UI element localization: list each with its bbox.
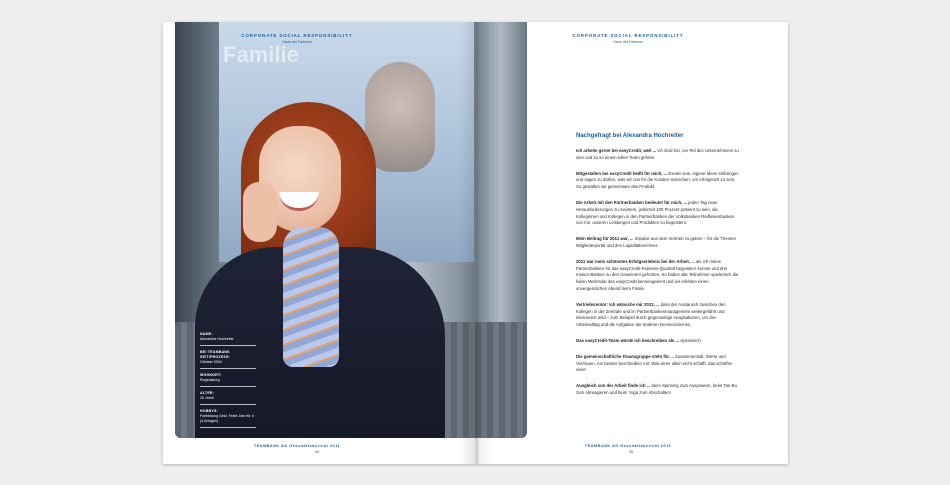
paragraph-text: beim Spinning zum Auspowern, beim Tae-Bo zum Abreagieren und beim Yoga zum Abschalten! — [576, 383, 737, 395]
info-value-hobbies: Fortbildung Geld, Feste Jahr für 4 (4 Anlagen) — [200, 414, 256, 428]
info-value-name: Alexandra Hochreiter — [200, 337, 256, 346]
right-page-footer: TEAMBANK AG Geschäftsbericht 2011 — [584, 444, 672, 448]
left-page-header: CORPORATE SOCIAL RESPONSIBILITY — [241, 33, 353, 38]
left-page-number: 94 — [314, 450, 320, 454]
paragraph-text: Impulse aus dem Vertrieb zu geben – für die Themen Mitgliederportal und den Liquiditätsrechner. — [576, 236, 736, 248]
interview-paragraph — [576, 338, 740, 345]
right-page-header: CORPORATE SOCIAL RESPONSIBILITY — [572, 33, 684, 38]
interview-paragraph — [576, 302, 740, 329]
paragraph-text: dynamisch. — [679, 337, 703, 343]
paragraph-text: kreativ sein, eigene Ideen einbringen und sagen zu dürfen, was wir uns für die Kunden wünschen, um erfolgreich zu sein. So gestalten wir gemeinsam das Produkt. — [576, 170, 739, 190]
info-label-since: BEI TEAMBANK SEIT/PROZESS: — [200, 350, 230, 359]
paragraph-text: Zusammenhalt, Werte und Vertrauen. Am besten beschreiben mit: Was einer allein nicht schafft, das schaffen viele! — [576, 353, 733, 373]
paragraph-lead: Die gemeinschaftliche Finanzgruppe steht für ... — [576, 353, 674, 359]
right-page-subheader: Haus der Fairness — [613, 40, 643, 44]
interview-paragraph — [576, 354, 740, 374]
poster-text: Familie — [223, 42, 299, 67]
info-value-since: Oktober 2004 — [200, 360, 256, 369]
interview-paragraph — [576, 148, 740, 162]
portrait-photo — [175, 22, 527, 438]
info-label-residence: WOHNORT: — [200, 373, 222, 377]
info-value-residence: Regensburg — [200, 378, 256, 387]
info-label-name: NAME: — [200, 332, 213, 336]
paragraph-lead: Ich arbeite gerne bei easyCredit, weil ... — [576, 148, 657, 153]
paragraph-lead: Ausgleich von der Arbeit finde ich ... — [576, 383, 651, 389]
left-page-footer: TEAMBANK AG Geschäftsbericht 2011 — [253, 444, 341, 448]
interview-paragraph — [576, 259, 740, 293]
interview-title: Nachgefragt bei Alexandra Hochreiter — [576, 133, 684, 139]
paragraph-lead: Das easyCredit-Team würde ich beschreiben als ... — [576, 337, 680, 343]
interview-body — [576, 148, 740, 406]
info-label-age: ALTER: — [200, 391, 215, 395]
paragraph-text: jeden Tag neue Herausforderungen zu meistern, jederzeit 100 Prozent präsent zu sein, die Kolleginnen und Kollegen in den Partnerbanken der Volksbanken Raiffeisenbanken von mir, unseren Leistungen und Produkten zu begeistern. — [576, 199, 735, 226]
interview-paragraph — [576, 200, 740, 227]
interview-paragraph — [576, 171, 740, 191]
hand-with-phone — [243, 182, 277, 242]
paragraph-lead: Mein Beitrag für 2011 war, ... — [576, 236, 634, 242]
paragraph-text: als ich meine Partnerbanken für das easyCredit-Fairness-Quartett begeistern konnte und drei meiner Banken zu den Gewinnern gehörten. So haben alle Teilnehmer spielerisch die fairen Merkmale des easyCredit kennengelernt und wir erlebten einen unvergesslichen Abend beim Finale. — [576, 258, 739, 291]
paragraph-text: dass der Austausch zwischen den Kollegen in der Zentrale und im Partnerbankenmanagement weitergeführt und intensiviert wird – zum Beispiel durch gegenseitige Hospitationen, um den Arbeitsalltag und die Aufgaben der anderen kennenzulernen. — [576, 301, 726, 328]
paragraph-lead: 2011 war mein schönstes Erfolgserlebnis bei der Arbeit, ... — [576, 258, 695, 264]
poster-face — [365, 62, 435, 172]
paragraph-lead: Vertriebsmotor: Ich wünsche mir 2012, ... — [576, 301, 660, 307]
interview-paragraph — [576, 236, 740, 250]
info-value-age: 26 Jahre — [200, 396, 256, 405]
paragraph-lead: Die Arbeit mit den Partnerbanken bedeutet für mich, ... — [576, 199, 688, 205]
info-label-hobbies: HOBBYS: — [200, 409, 218, 413]
right-page-number: 95 — [628, 450, 634, 454]
scarf — [283, 227, 339, 367]
left-page-subheader: Haus der Fairness — [282, 40, 312, 44]
paragraph-text: ich stolz bin, ein Teil des Unternehmens zu sein und zu so einem tollen Team gehöre. — [576, 148, 739, 160]
paragraph-lead: Mitgestalten bei easyCredit heißt für mich, ... — [576, 170, 668, 176]
profile-info — [200, 332, 256, 432]
interview-paragraph — [576, 383, 740, 397]
